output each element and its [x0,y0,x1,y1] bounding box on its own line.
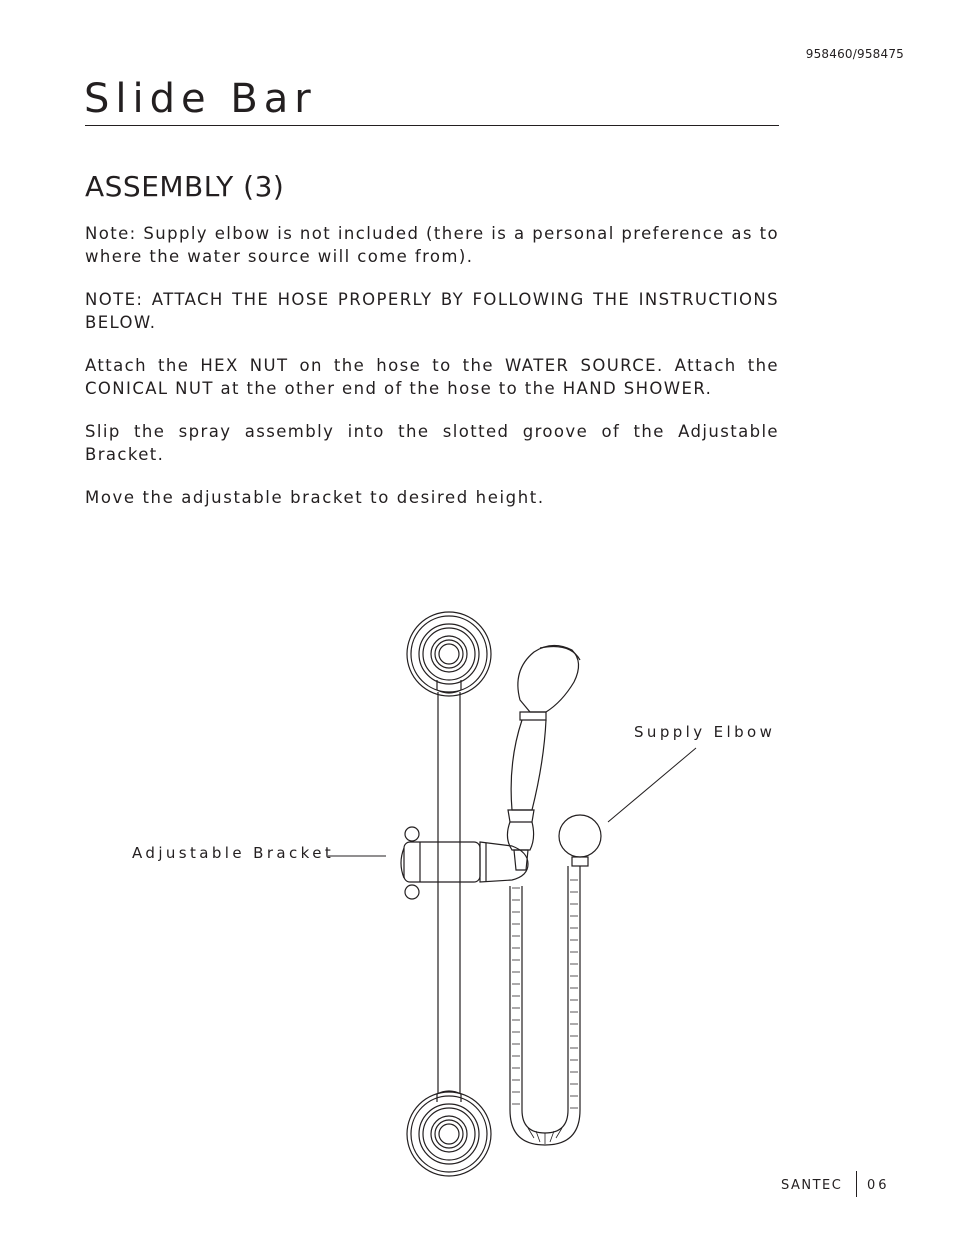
attach-hose-paragraph: Attach the HEX NUT on the hose to the WATER SOURCE. Attach the CONICAL NUT at the other end of the hose to the HAND SHOWER. [85,356,779,398]
label-supply-elbow: Supply Elbow [634,723,776,741]
page-title: Slide Bar [84,76,317,122]
model-number: 958460/958475 [805,47,904,61]
top-wall-flange [407,612,491,696]
slide-bar-rail [438,692,460,1094]
hose-note-paragraph: NOTE: ATTACH THE HOSE PROPERLY BY FOLLOWING THE INSTRUCTIONS BELOW. [85,290,779,332]
elbow-leader-line [608,748,696,822]
page-number: 06 [867,1178,890,1193]
shower-hose [510,866,580,1145]
adjustable-bracket [401,827,528,899]
bottom-wall-flange [407,1091,491,1176]
note-paragraph: Note: Supply elbow is not included (there is a personal preference as to where the water source will come from). [85,224,779,266]
footer-divider [856,1171,857,1197]
footer-brand: SANTEC [781,1178,843,1193]
section-heading: ASSEMBLY (3) [85,170,285,203]
slip-spray-paragraph: Slip the spray assembly into the slotted groove of the Adjustable Bracket. [85,422,779,464]
label-adjustable-bracket: Adjustable Bracket [132,844,335,862]
supply-elbow [559,815,601,866]
move-bracket-paragraph: Move the adjustable bracket to desired height. [85,488,545,507]
hand-shower [507,645,580,870]
